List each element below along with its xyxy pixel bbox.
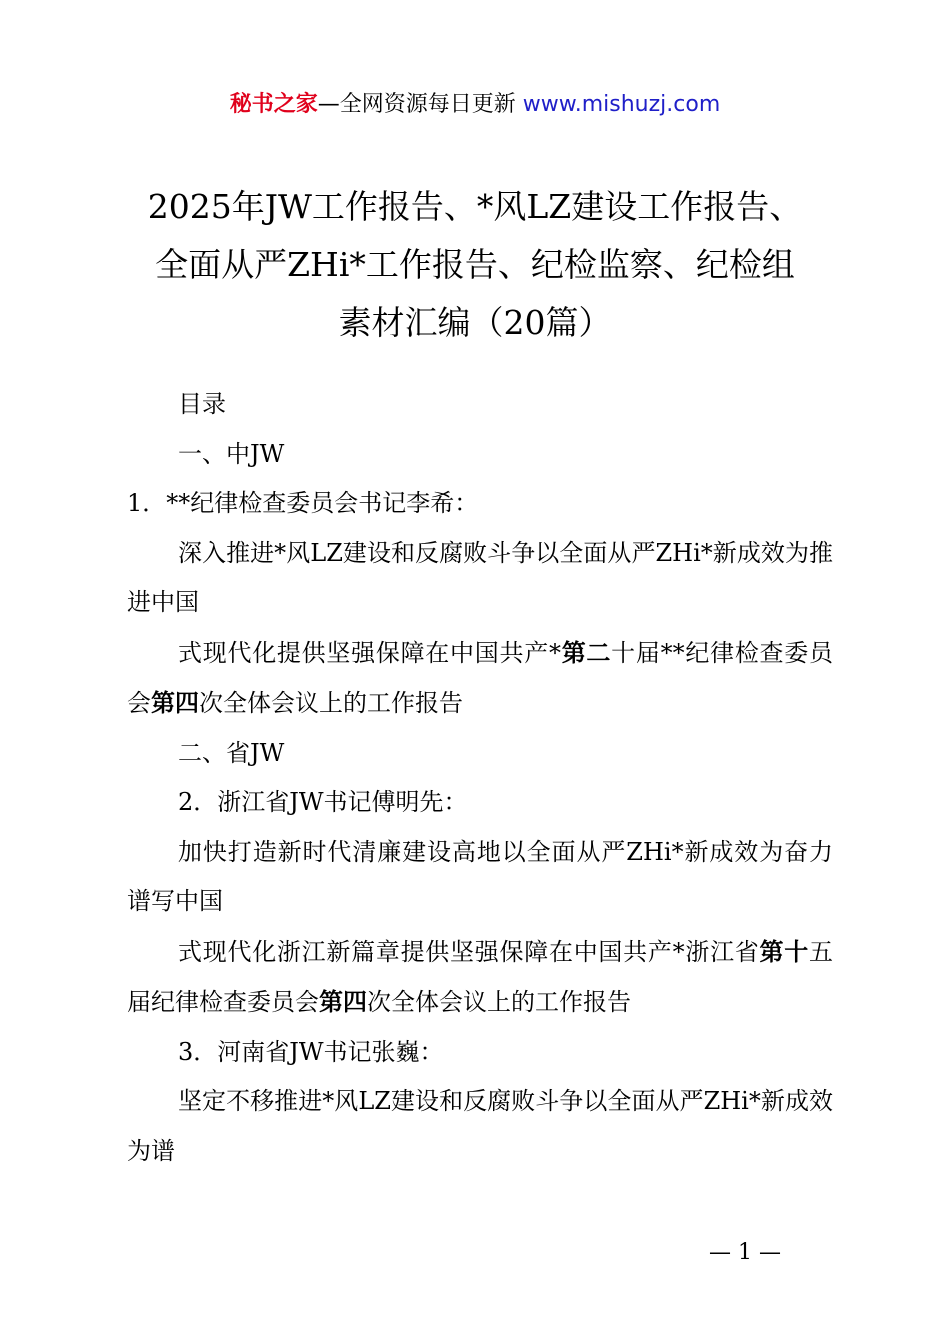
toc-section-2: 二、省JW xyxy=(178,738,285,767)
toc-item-2-label: 2．浙江省JW书记傅明先： xyxy=(178,788,468,816)
toc-heading: 目录 xyxy=(178,390,226,418)
toc-item-3-label: 3．河南省JW书记张巍： xyxy=(178,1037,444,1066)
toc-item-1-desc-b xyxy=(127,628,833,729)
text-run: 次全体会议上的工作报告 xyxy=(367,988,631,1016)
text-run: 次全体会议上的工作报告 xyxy=(199,689,463,717)
table-of-contents xyxy=(127,380,833,1176)
toc-item-1-label: 1．**纪律检查委员会书记李希： xyxy=(127,489,479,517)
page-number: — 1 — xyxy=(709,1240,781,1265)
toc-item-3-desc-a: 坚定不移推进*风LZ建设和反腐败斗争以全面从严ZHi*新成效为谱 xyxy=(127,1087,833,1165)
bold-run: 第四 xyxy=(319,987,367,1016)
text-run: 式现代化浙江新篇章提供坚强保障在中国共产*浙江省 xyxy=(178,937,760,966)
title-line-3: 素材汇编（20篇） xyxy=(338,303,612,342)
toc-section-1: 一、中JW xyxy=(178,439,285,468)
toc-item-2-desc-a: 加快打造新时代清廉建设高地以全面从严ZHi*新成效为奋力谱写中国 xyxy=(127,837,833,915)
title-line-2: 全面从严ZHi*工作报告、纪检监察、纪检组 xyxy=(155,245,795,284)
text-run: 十届**纪律检查委员会 xyxy=(127,638,834,717)
document-title xyxy=(60,178,890,352)
toc-item-2-desc-b xyxy=(127,927,833,1028)
text-run: 式现代化提供坚强保障在中国共产* xyxy=(178,638,561,667)
bold-run: 第二 xyxy=(560,637,612,667)
site-url-link[interactable]: www.mishuzj.com xyxy=(522,92,721,117)
site-brand: 秘书之家 xyxy=(229,92,318,117)
bold-run: 第四 xyxy=(151,688,199,717)
text-run: 五届纪律检查委员会 xyxy=(127,937,834,1016)
bold-run: 第十 xyxy=(759,936,810,966)
site-tagline: —全网资源每日更新 xyxy=(317,92,516,117)
site-banner xyxy=(0,88,950,122)
toc-item-1-desc-a: 深入推进*风LZ建设和反腐败斗争以全面从严ZHi*新成效为推进中国 xyxy=(127,538,833,616)
title-line-1: 2025年JW工作报告、*风LZ建设工作报告、 xyxy=(147,187,803,226)
